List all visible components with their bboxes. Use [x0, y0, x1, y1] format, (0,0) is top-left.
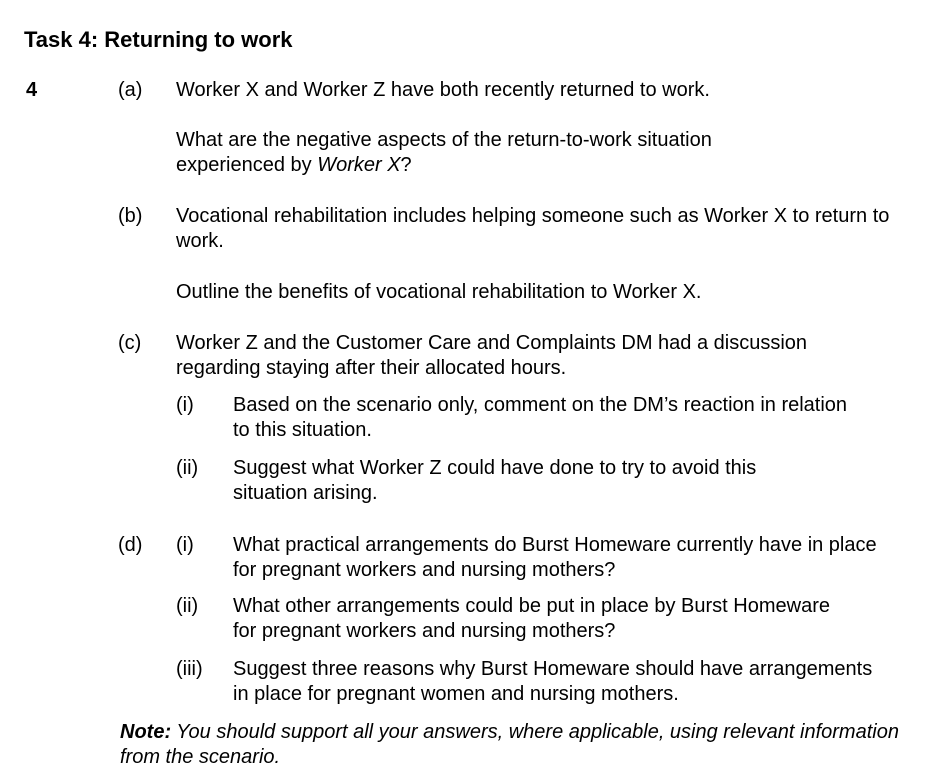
part-a-question [176, 128, 776, 178]
part-c-ii-question: Suggest what Worker Z could have done to try to avoid this situation arising. [233, 457, 757, 504]
part-b-question: Outline the benefits of vocational rehabilitation to Worker X. [176, 281, 702, 303]
part-c-intro: Worker Z and the Customer Care and Complaints DM had a discussion regarding staying after their allocated hours. [176, 332, 808, 379]
note [120, 720, 920, 770]
question-number: 4 [26, 79, 38, 101]
part-d-i-label: (i) [176, 534, 194, 556]
part-a-question-end: ? [400, 154, 412, 176]
part-b-label: (b) [118, 205, 143, 227]
part-c-ii-label: (ii) [176, 457, 199, 479]
part-a-statement: Worker X and Worker Z have both recently returned to work. [176, 79, 710, 101]
note-label: Note: [120, 721, 172, 743]
part-d-iii-question: Suggest three reasons why Burst Homeware should have arrangements in place for pregnant women and nursing mothers. [233, 658, 873, 705]
part-c-i-question: Based on the scenario only, comment on the DM’s reaction in relation to this situation. [233, 394, 848, 441]
part-a-question-text: What are the negative aspects of the return-to-work situation experienced by [176, 129, 712, 176]
part-d-ii-question: What other arrangements could be put in place by Burst Homeware for pregnant workers and nursing mothers? [233, 595, 830, 642]
part-d-label: (d) [118, 534, 143, 556]
part-d-iii-label: (iii) [176, 658, 203, 680]
part-d-i-question: What practical arrangements do Burst Homeware currently have in place for pregnant workers and nursing mothers? [233, 534, 877, 581]
part-c-i-label: (i) [176, 394, 194, 416]
part-a-label: (a) [118, 79, 143, 101]
part-d-ii-label: (ii) [176, 595, 199, 617]
part-b-statement: Vocational rehabilitation includes helping someone such as Worker X to return to work. [176, 205, 890, 252]
part-c-label: (c) [118, 332, 142, 354]
note-text: You should support all your answers, where applicable, using relevant information from the scenario. [120, 721, 899, 768]
page-title: Task 4: Returning to work [24, 27, 293, 52]
part-a-question-emphasis: Worker X [317, 154, 401, 176]
